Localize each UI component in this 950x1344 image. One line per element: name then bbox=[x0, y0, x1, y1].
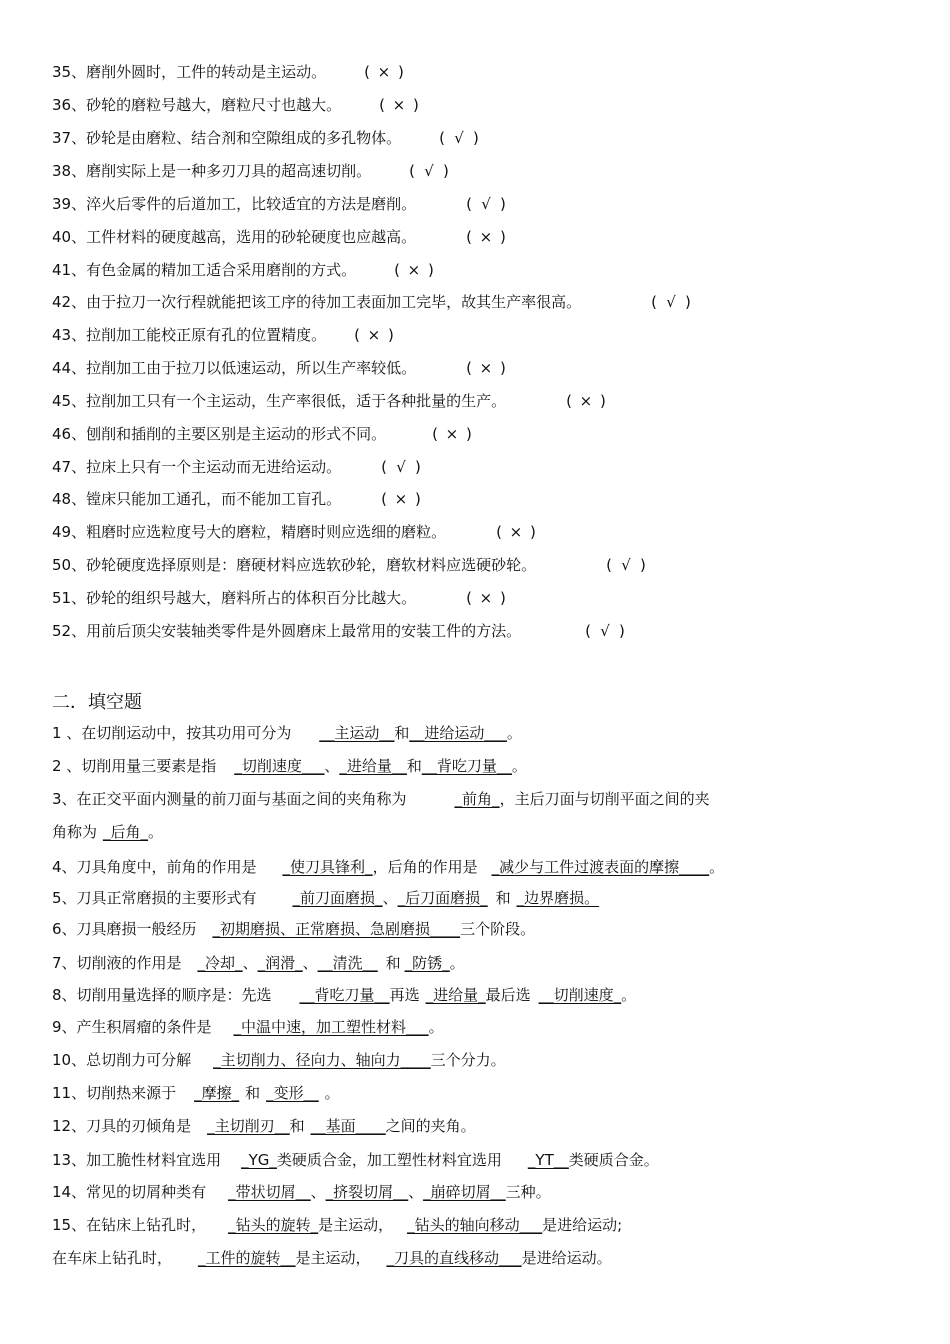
question-number: 51、 bbox=[52, 589, 87, 607]
answer-mark: × bbox=[377, 63, 391, 81]
question-text: 磨削实际上是一种多刃刀具的超高速切削。 bbox=[86, 162, 372, 180]
paren-close: ) bbox=[387, 326, 394, 344]
paren-open: ( bbox=[651, 293, 657, 311]
paren-close: ) bbox=[684, 293, 691, 311]
paren-close: ) bbox=[639, 556, 646, 574]
question-number: 52、 bbox=[52, 622, 87, 640]
fill-q7: 7、切削液的作用是 _冷却_、_润滑_、__清洗__ 和 _防锈_。 bbox=[52, 954, 465, 972]
tf-question bbox=[52, 194, 506, 214]
paren-open: ( bbox=[354, 326, 360, 344]
fill-q12: 12、刀具的刃倾角是 _主切削刃__和 __基面____之间的夹角。 bbox=[52, 1117, 476, 1135]
tf-question bbox=[52, 325, 394, 345]
paren-close: ) bbox=[499, 228, 506, 246]
paren-close: ) bbox=[414, 490, 421, 508]
question-text: 砂轮的组织号越大，磨料所占的体积百分比越大。 bbox=[86, 589, 417, 607]
fill-q14: 14、常见的切屑种类有 _带状切屑__、_挤裂切屑__、_崩碎切屑__三种。 bbox=[52, 1183, 551, 1201]
question-number: 36、 bbox=[52, 96, 87, 114]
answer-mark: × bbox=[509, 523, 523, 541]
answer-mark: √ bbox=[666, 293, 676, 311]
question-text: 由于拉刀一次行程就能把该工序的待加工表面加工完毕，故其生产率很高。 bbox=[86, 293, 582, 311]
question-number: 47、 bbox=[52, 458, 87, 476]
paren-close: ) bbox=[397, 63, 404, 81]
fill-q9: 9、产生积屑瘤的条件是 _中温中速，加工塑性材料___。 bbox=[52, 1018, 444, 1036]
paren-open: ( bbox=[381, 458, 387, 476]
question-number: 37、 bbox=[52, 129, 87, 147]
question-number: 39、 bbox=[52, 195, 87, 213]
tf-question bbox=[52, 391, 606, 411]
question-text: 有色金属的精加工适合采用磨削的方式。 bbox=[86, 261, 357, 279]
question-number: 50、 bbox=[52, 556, 87, 574]
tf-question bbox=[52, 588, 506, 608]
answer-mark: × bbox=[479, 359, 493, 377]
tf-question bbox=[52, 62, 404, 82]
question-number: 38、 bbox=[52, 162, 87, 180]
fill-q3-cont: 角称为 _后角_。 bbox=[52, 823, 164, 841]
paren-close: ) bbox=[529, 523, 536, 541]
answer-mark: √ bbox=[396, 458, 406, 476]
paren-open: ( bbox=[432, 425, 438, 443]
paren-close: ) bbox=[618, 622, 625, 640]
tf-question bbox=[52, 555, 646, 575]
question-text: 淬火后零件的后道加工，比较适宜的方法是磨削。 bbox=[86, 195, 417, 213]
question-text: 拉床上只有一个主运动而无进给运动。 bbox=[86, 458, 342, 476]
paren-close: ) bbox=[442, 162, 449, 180]
tf-question bbox=[52, 424, 472, 444]
question-number: 41、 bbox=[52, 261, 87, 279]
paren-close: ) bbox=[414, 458, 421, 476]
answer-mark: × bbox=[407, 261, 421, 279]
question-text: 镗床只能加工通孔，而不能加工盲孔。 bbox=[86, 490, 342, 508]
tf-question bbox=[52, 522, 536, 542]
answer-mark: √ bbox=[454, 129, 464, 147]
fill-q13: 13、加工脆性材料宜选用 _YG_类硬质合金，加工塑性材料宜选用 _YT__类硬质合金。 bbox=[52, 1151, 659, 1169]
section-title: 二．填空题 bbox=[52, 692, 142, 713]
paren-close: ) bbox=[599, 392, 606, 410]
fill-q11: 11、切削热来源于 _摩擦_ 和 _变形__ 。 bbox=[52, 1084, 340, 1102]
fill-q4: 4、刀具角度中，前角的作用是 _使刀具锋利_，后角的作用是 _减少与工件过渡表面的摩擦____。 bbox=[52, 858, 725, 876]
tf-question bbox=[52, 489, 421, 509]
tf-question bbox=[52, 260, 434, 280]
paren-close: ) bbox=[499, 589, 506, 607]
paren-open: ( bbox=[496, 523, 502, 541]
tf-question bbox=[52, 292, 691, 312]
answer-mark: × bbox=[394, 490, 408, 508]
question-number: 35、 bbox=[52, 63, 87, 81]
question-text: 砂轮硬度选择原则是：磨硬材料应选软砂轮，磨软材料应选硬砂轮。 bbox=[86, 556, 537, 574]
answer-mark: × bbox=[579, 392, 593, 410]
tf-question bbox=[52, 227, 506, 247]
tf-question bbox=[52, 457, 421, 477]
question-number: 46、 bbox=[52, 425, 87, 443]
question-number: 43、 bbox=[52, 326, 87, 344]
paren-close: ) bbox=[465, 425, 472, 443]
question-number: 42、 bbox=[52, 293, 87, 311]
question-number: 45、 bbox=[52, 392, 87, 410]
answer-mark: √ bbox=[621, 556, 631, 574]
fill-q10: 10、总切削力可分解 _主切削力、径向力、轴向力____三个分力。 bbox=[52, 1051, 506, 1069]
paren-close: ) bbox=[412, 96, 419, 114]
fill-q15-cont: 在车床上钻孔时， _工件的旋转__是主运动， _刀具的直线移动___是进给运动。 bbox=[52, 1249, 612, 1267]
answer-mark: √ bbox=[600, 622, 610, 640]
fill-q1: 1 、在切削运动中，按其功用可分为 __主运动__和__进给运动___。 bbox=[52, 724, 522, 742]
paren-close: ) bbox=[499, 195, 506, 213]
question-text: 拉削加工只有一个主运动，生产率很低，适于各种批量的生产。 bbox=[86, 392, 507, 410]
answer-mark: √ bbox=[481, 195, 491, 213]
question-text: 磨削外圆时，工件的转动是主运动。 bbox=[86, 63, 327, 81]
answer-mark: × bbox=[367, 326, 381, 344]
question-text: 砂轮的磨粒号越大，磨粒尺寸也越大。 bbox=[86, 96, 342, 114]
paren-open: ( bbox=[439, 129, 445, 147]
paren-open: ( bbox=[364, 63, 370, 81]
question-number: 44、 bbox=[52, 359, 87, 377]
tf-question bbox=[52, 95, 419, 115]
tf-question bbox=[52, 128, 479, 148]
tf-question bbox=[52, 161, 449, 181]
answer-mark: × bbox=[479, 228, 493, 246]
fill-q3: 3、在正交平面内测量的前刀面与基面之间的夹角称为 _前角_，主后刀面与切削平面之间的夹 bbox=[52, 790, 710, 808]
paren-open: ( bbox=[466, 228, 472, 246]
paren-open: ( bbox=[566, 392, 572, 410]
fill-q8: 8、切削用量选择的顺序是：先选 __背吃刀量__再选 _进给量_最后选 __切削速度_。 bbox=[52, 986, 637, 1004]
paren-close: ) bbox=[472, 129, 479, 147]
fill-q6: 6、刀具磨损一般经历 _初期磨损、正常磨损、急剧磨损____三个阶段。 bbox=[52, 920, 536, 938]
paren-open: ( bbox=[466, 195, 472, 213]
question-number: 48、 bbox=[52, 490, 87, 508]
paren-open: ( bbox=[394, 261, 400, 279]
fill-q5: 5、刀具正常磨损的主要形式有 _前刀面磨损_、_后刀面磨损_ 和 _边界磨损。 bbox=[52, 889, 600, 907]
question-text: 拉削加工能校正原有孔的位置精度。 bbox=[86, 326, 327, 344]
paren-open: ( bbox=[466, 589, 472, 607]
paren-close: ) bbox=[427, 261, 434, 279]
tf-question bbox=[52, 358, 506, 378]
answer-mark: × bbox=[479, 589, 493, 607]
question-text: 粗磨时应选粒度号大的磨粒，精磨时则应选细的磨粒。 bbox=[86, 523, 447, 541]
fill-q2: 2 、切削用量三要素是指 _切削速度___、_进给量__和__背吃刀量__。 bbox=[52, 757, 527, 775]
answer-mark: × bbox=[392, 96, 406, 114]
paren-open: ( bbox=[466, 359, 472, 377]
question-number: 40、 bbox=[52, 228, 87, 246]
paren-open: ( bbox=[409, 162, 415, 180]
paren-open: ( bbox=[381, 490, 387, 508]
question-text: 工件材料的硬度越高，选用的砂轮硬度也应越高。 bbox=[86, 228, 417, 246]
question-number: 49、 bbox=[52, 523, 87, 541]
paren-open: ( bbox=[606, 556, 612, 574]
answer-mark: √ bbox=[424, 162, 434, 180]
question-text: 刨削和插削的主要区别是主运动的形式不同。 bbox=[86, 425, 387, 443]
question-text: 砂轮是由磨粒、结合剂和空隙组成的多孔物体。 bbox=[86, 129, 402, 147]
fill-q15: 15、在钻床上钻孔时， _钻头的旋转_是主运动， _钻头的轴向移动___是进给运动; bbox=[52, 1216, 623, 1234]
paren-open: ( bbox=[379, 96, 385, 114]
answer-mark: × bbox=[445, 425, 459, 443]
tf-question bbox=[52, 621, 625, 641]
paren-close: ) bbox=[499, 359, 506, 377]
question-text: 拉削加工由于拉刀以低速运动，所以生产率较低。 bbox=[86, 359, 417, 377]
question-text: 用前后顶尖安装轴类零件是外圆磨床上最常用的安装工件的方法。 bbox=[86, 622, 522, 640]
paren-open: ( bbox=[585, 622, 591, 640]
